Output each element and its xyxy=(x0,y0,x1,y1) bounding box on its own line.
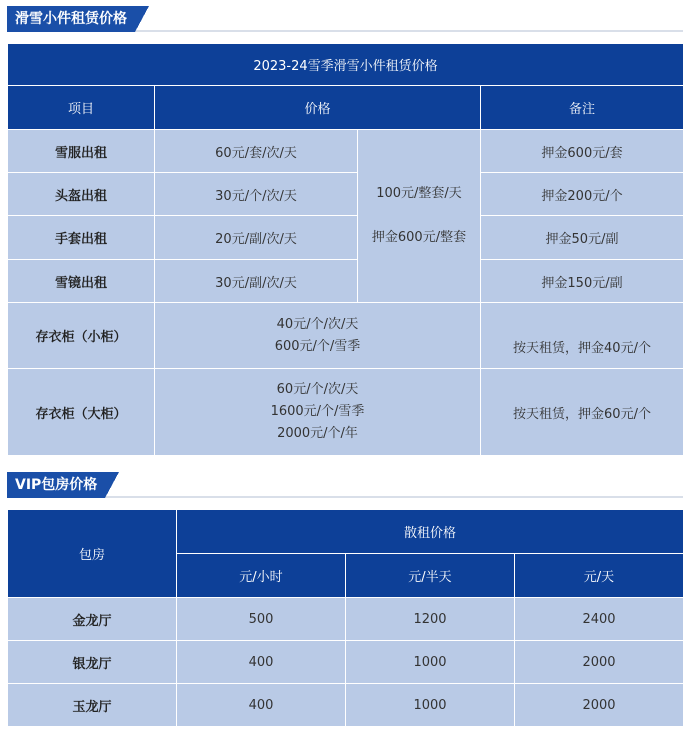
note-cell: 押金150元/副 xyxy=(481,260,684,303)
item-cell: 雪服出租 xyxy=(8,130,155,173)
price-cell: 500 xyxy=(177,598,346,641)
note-cell: 按天租赁，押金60元/个 xyxy=(481,369,684,456)
price-cell: 20元/副/次/天 xyxy=(155,216,358,260)
room-name: 玉龙厅 xyxy=(8,684,177,727)
note-cell: 押金600元/套 xyxy=(481,130,684,173)
price-cell: 60元/套/次/天 xyxy=(155,130,358,173)
header-rental-price: 散租价格 xyxy=(177,510,684,554)
table-row xyxy=(8,303,684,369)
header-room: 包房 xyxy=(8,510,177,598)
price-cell: 2000 xyxy=(515,684,684,727)
header-item: 项目 xyxy=(8,86,155,130)
price-cell: 2000 xyxy=(515,641,684,684)
item-cell: 手套出租 xyxy=(8,216,155,260)
price-cell: 30元/个/次/天 xyxy=(155,173,358,216)
rental-price-table xyxy=(7,43,684,456)
header-per-half-day: 元/半天 xyxy=(346,554,515,598)
set-price: 100元/整套/天 xyxy=(376,186,462,201)
table-caption: 2023-24雪季滑雪小件租赁价格 xyxy=(8,44,684,86)
price-cell: 400 xyxy=(177,641,346,684)
section-heading-rental xyxy=(7,6,149,32)
price-cell: 30元/副/次/天 xyxy=(155,260,358,303)
header-price: 价格 xyxy=(155,86,481,130)
table-row xyxy=(8,173,684,216)
item-cell: 头盔出租 xyxy=(8,173,155,216)
item-cell: 存衣柜（大柜） xyxy=(8,369,155,456)
section-heading-decoration xyxy=(105,472,119,498)
header-note: 备注 xyxy=(481,86,684,130)
price-line: 1600元/个/雪季 xyxy=(270,404,365,419)
table-row xyxy=(8,598,684,641)
table-row xyxy=(8,369,684,456)
table-row xyxy=(8,260,684,303)
item-cell: 存衣柜（小柜） xyxy=(8,303,155,369)
price-line: 40元/个/次/天 xyxy=(276,316,359,332)
table-row xyxy=(8,216,684,260)
note-cell: 押金50元/副 xyxy=(481,216,684,260)
price-cell: 1200 xyxy=(346,598,515,641)
section-title: 滑雪小件租赁价格 xyxy=(7,6,135,32)
price-cell xyxy=(155,303,481,369)
header-per-hour: 元/小时 xyxy=(177,554,346,598)
price-cell xyxy=(155,369,481,456)
item-cell: 雪镜出租 xyxy=(8,260,155,303)
table-row xyxy=(8,130,684,173)
room-name: 银龙厅 xyxy=(8,641,177,684)
price-line: 2000元/个/年 xyxy=(277,426,358,441)
set-deposit: 押金600元/整套 xyxy=(371,230,467,245)
price-cell: 2400 xyxy=(515,598,684,641)
note-cell: 按天租赁，押金40元/个 xyxy=(481,303,684,369)
room-name: 金龙厅 xyxy=(8,598,177,641)
table-row xyxy=(8,684,684,727)
price-cell: 1000 xyxy=(346,684,515,727)
note-cell: 押金200元/个 xyxy=(481,173,684,216)
section-heading-decoration xyxy=(135,6,149,32)
vip-room-table xyxy=(7,509,684,727)
header-per-day: 元/天 xyxy=(515,554,684,598)
price-cell: 1000 xyxy=(346,641,515,684)
price-cell: 400 xyxy=(177,684,346,727)
price-line: 60元/个/次/天 xyxy=(276,382,359,397)
price-line: 600元/个/雪季 xyxy=(274,338,361,354)
section-title: VIP包房价格 xyxy=(7,472,105,498)
section-heading-vip xyxy=(7,472,119,498)
set-price-cell xyxy=(358,130,481,303)
table-row xyxy=(8,641,684,684)
